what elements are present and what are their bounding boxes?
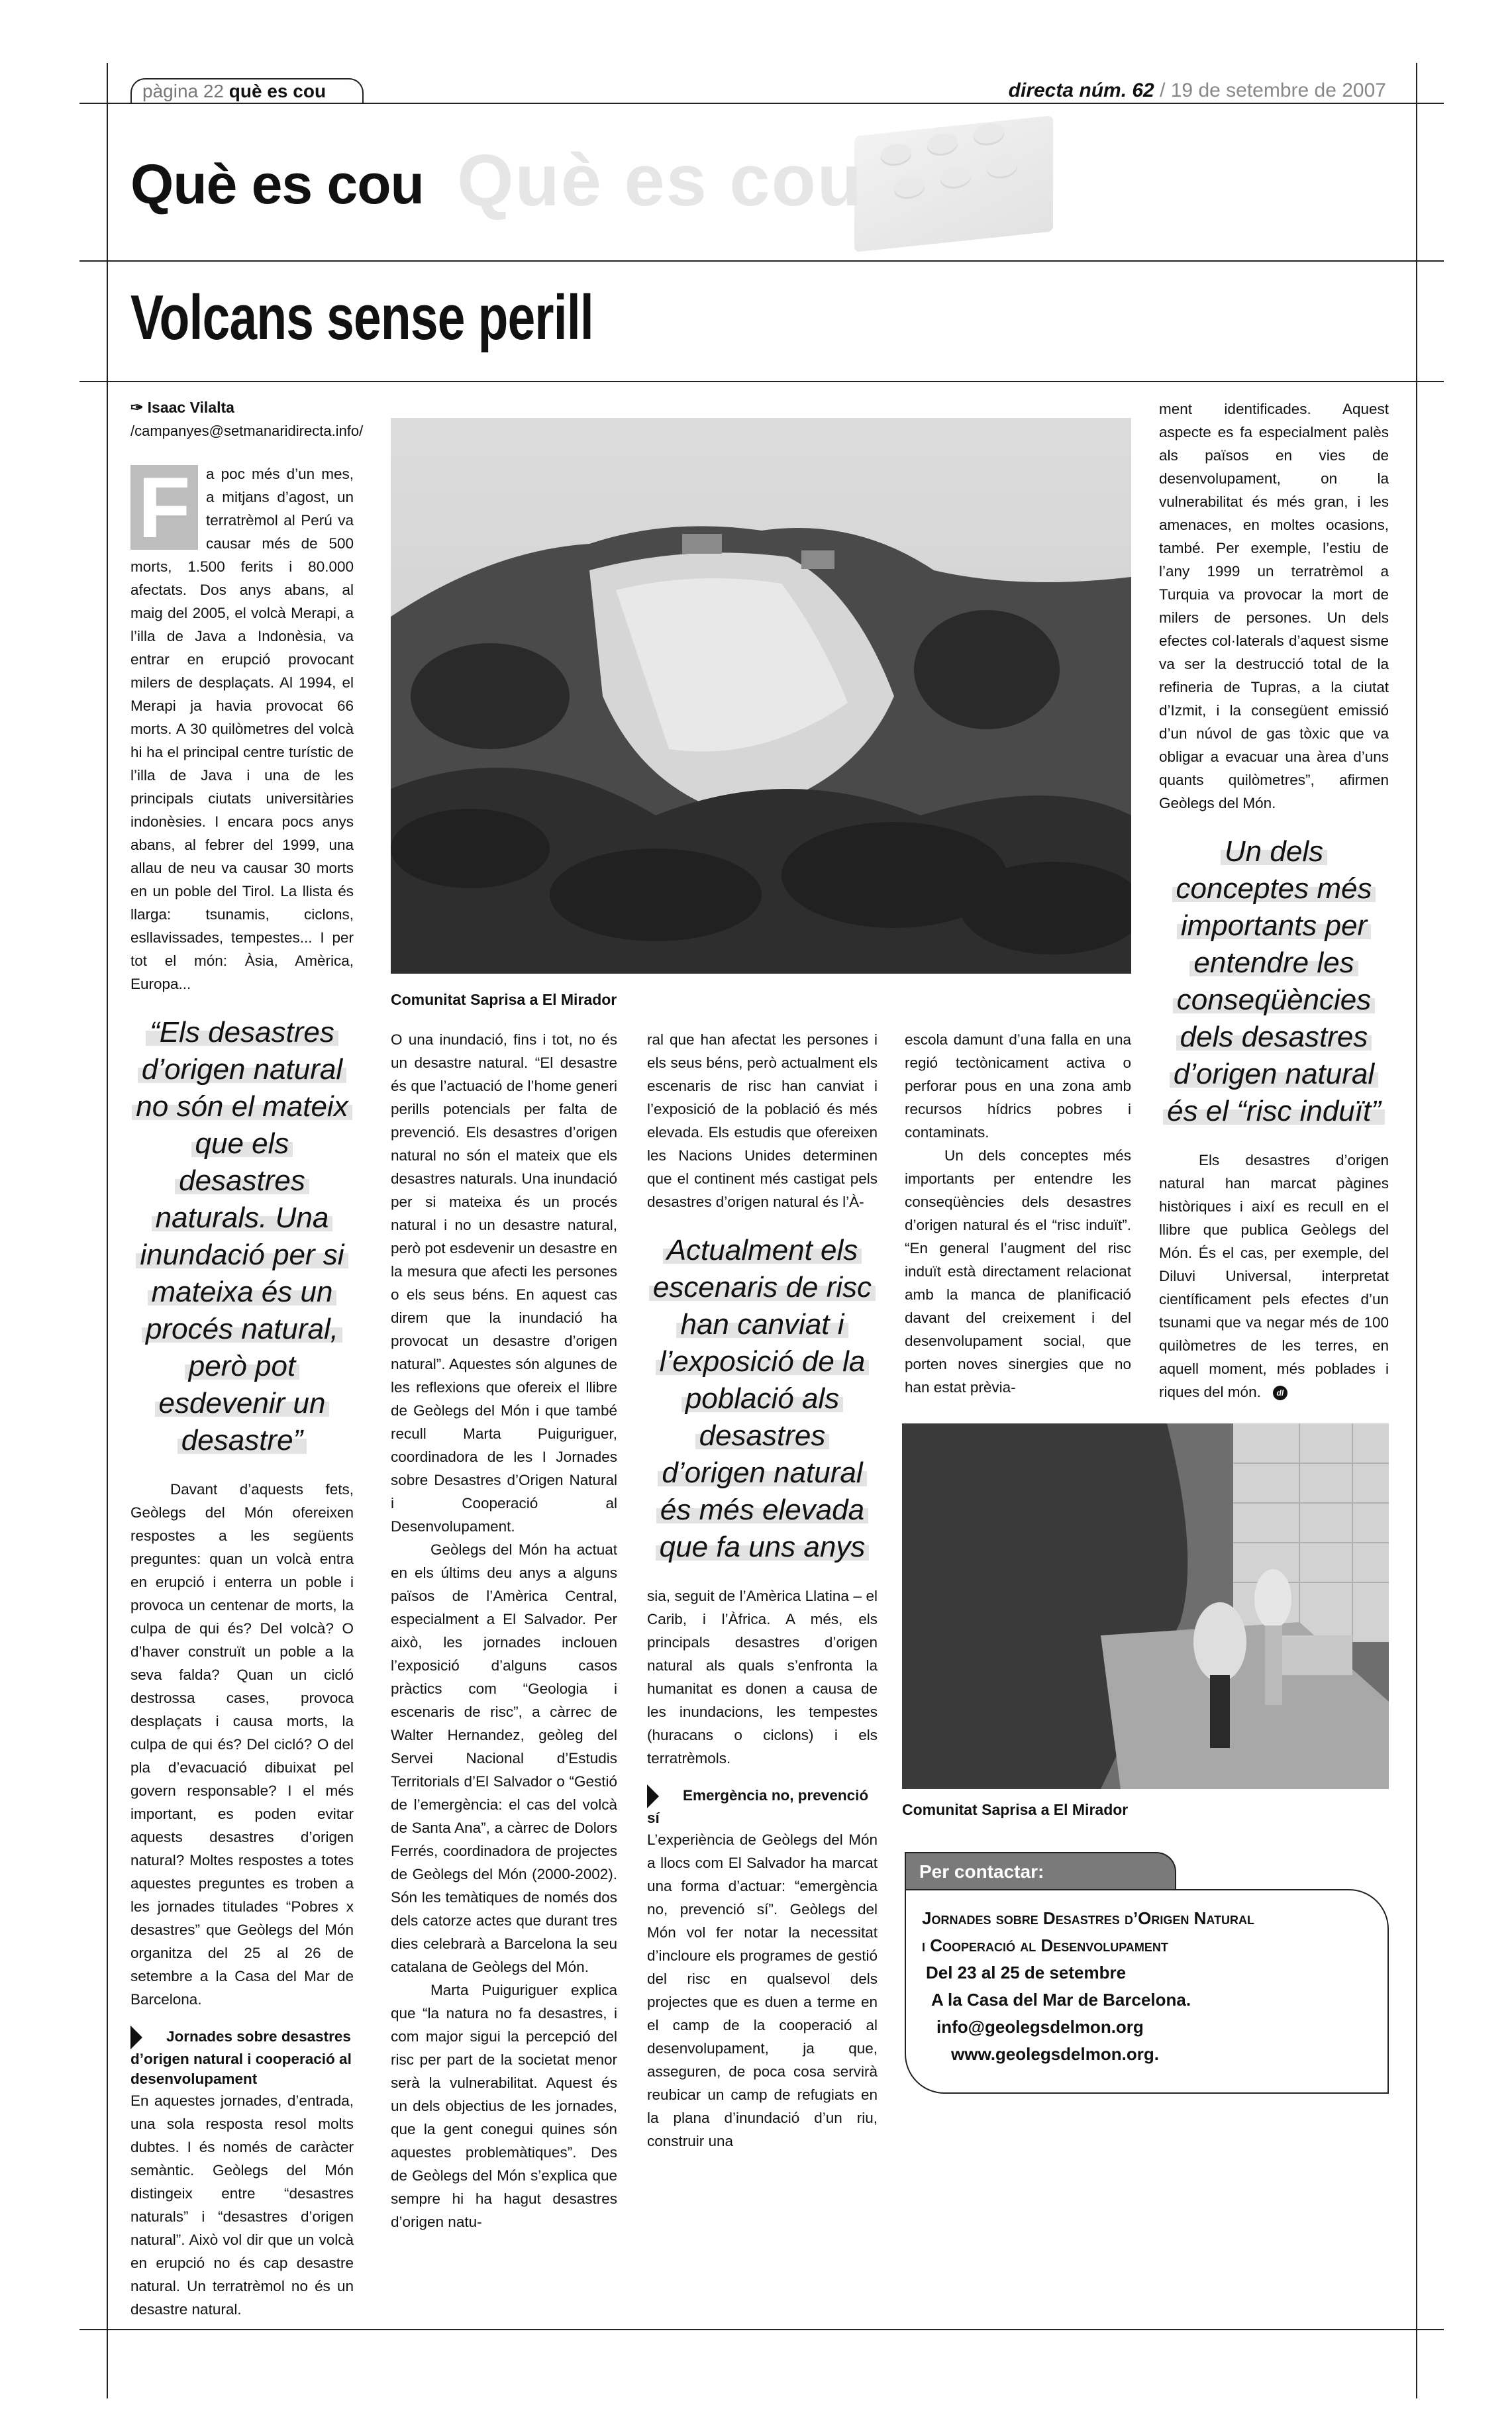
subheading-text: Emergència no, prevenció sí <box>647 1786 869 1826</box>
paragraph: Davant d’aquests fets, Geòlegs del Món ofereixen respostes a les següents preguntes: quan un volcà entra en erupció i enterra un poble i provoca un centenar de morts, la culpa de qui és? Del volcà? O d’haver construït un poble a la seva falda? Quan un cicló destrossa cases, provoca desplaçats i causa morts, la culpa de qui és? Del cicló? O del pla d’evacuació dibuixat pel govern responsable? I el més important, es poden evitar aquests desastres d’origen natural? Moltes respostes a totes aquestes preguntes es troben a les jornades titulades “Pobres x desastres” que Geòlegs del Món organitza del 25 al 26 de setembre a la Casa del Mar de Barcelona. <box>130 1481 354 2008</box>
section-ghost-title: Què es cou <box>457 140 863 221</box>
paragraph: sia, seguit de l’Amèrica Llatina – el Carib, i l’Àfrica. A més, els principals desastres d’origen natural als quals s’enfronta la humanitat es donen a causa de les inundacions, les tempestes (huracans o ciclons) i els terratrèmols. <box>647 1588 878 1767</box>
paragraph: ment identificades. Aquest aspecte es fa especialment palès als països en vies de desenvolupament, on la vulnerabilitat és més gran, i les amenaces, en moltes ocasions, també. Per exemple, l’estiu de l’any 1999 un terratrèmol a Turquia va provocar la mort de milers de persones. Un dels efectes col·laterals d’aquest sisme va ser la destrucció total de la refineria de Tupras, a la ciutat d’Izmit, i la consegüent emissió d’un núvol de gas tòxic que va obligar a evacuar una àrea d’uns quants quilòmetres”, afirmen Geòlegs del Món. <box>1159 401 1389 811</box>
footer-rule <box>79 2329 1444 2330</box>
event-name-line-2: i Cooperació al Desenvolupament <box>922 1935 1168 1955</box>
page-section-tab <box>130 78 364 103</box>
column-1 <box>130 396 364 2321</box>
column-3 <box>647 1028 878 2153</box>
paragraph: L’experiència de Geòlegs del Món a llocs com El Salvador ha marcat una forma d’actuar: “emergència no, prevenció sí”. Geòlegs del Món vol fer notar la necessitat d’incloure els programes de gestió del risc en qualsevol dels projectes que es duen a terme en el camp de la cooperació al desenvolupament, ja que, asseguren, de poca cosa servirà reubicar un camp de refugiats en la plana d’inundació d’un riu, construir una <box>647 1831 878 2149</box>
photo-hillside-landslide <box>391 418 1131 974</box>
subheading-text: Jornades sobre desastres d’origen natural i cooperació al desenvolupament <box>130 2028 352 2087</box>
photo-men-at-collapsed-wall <box>902 1423 1389 1789</box>
paragraph: Un dels conceptes més importants per entendre les conseqüències dels desastres d’origen natural és el “risc induït”. “En general l’augment del risc induït està directament relacionat amb la manca de planificació davant del creixement i del desenvolupament social, que porten noves sinergies que no han estat prèvia- <box>905 1147 1131 1396</box>
author-name: Isaac Vilalta <box>147 399 234 416</box>
contact-email-link[interactable]: info@geolegsdelmon.org <box>936 2017 1144 2037</box>
column-4 <box>905 1028 1131 1399</box>
paragraph: En aquestes jornades, d’entrada, una sola resposta resol molts dubtes. I és només de caràcter semàntic. Geòlegs del Món distingeix entre “desastres naturals” i “desastres d’origen natural”. Això vol dir que un volcà en erupció no és cap desastre natural. Un terratrèmol no és un desastre natural. <box>130 2092 354 2318</box>
headline-rule <box>79 381 1444 382</box>
end-of-article-icon: dl <box>1273 1386 1287 1400</box>
contact-website-link[interactable]: www.geolegsdelmon.org. <box>951 2044 1159 2064</box>
subheading <box>647 1770 878 1828</box>
paragraph: ral que han afectat les persones i els seus béns, però actualment els escenaris de risc han canviat i l’exposició de la població és més elevada. Els estudis que ofereixen les Nacions Unides determinen que el continent més castigat pels desastres d’origen natural és l’À- <box>647 1031 878 1210</box>
event-dates: Del 23 al 25 de setembre <box>926 1963 1127 1982</box>
photo-1-caption: Comunitat Saprisa a El Mirador <box>391 991 617 1008</box>
pull-quote-text: Un dels conceptes més importants per entendre les conseqüències dels desastres d’origen natural és el “risc induït” <box>1163 835 1385 1127</box>
issue-date: / 19 de setembre de 2007 <box>1160 79 1386 101</box>
drop-cap: F <box>130 465 198 550</box>
paragraph <box>1159 1149 1389 1404</box>
article-headline: Volcans sense perill <box>130 282 593 353</box>
pull-quote-1 <box>128 1014 356 1459</box>
paragraph: Marta Puiguriguer explica que “la natura no fa desastres, i com major sigui la percepció del risc per part de la societat menor serà la vulnerabilitat. Aquest és un dels objectius de les jornades, que la gent conegui quines són aquestes problemàtiques”. Des de Geòlegs del Món s’explica que sempre hi ha hagut desastres d’origen natu- <box>391 1982 617 2230</box>
paragraph-text: Els desastres d’origen natural han marcat pàgines històriques i així es recull en el llibre que publica Geòlegs del Món. És el cas, per exemple, del Diluvi Universal, interpretat científicament pels efectes d’un tsunami que va negar més de 100 quilòmetres de les terres, en aquell moment, més poblades i riques del món. <box>1159 1152 1389 1400</box>
event-venue: A la Casa del Mar de Barcelona. <box>931 1990 1191 2010</box>
pull-quote-text: Actualment els escenaris de risc han canviat i l’exposició de la població als desastres d’origen natural és més elevada que fa uns anys <box>649 1234 876 1563</box>
lego-brick-graphic <box>854 115 1053 252</box>
pull-quote-2 <box>644 1232 880 1566</box>
pull-quote-3 <box>1156 833 1391 1130</box>
column-2 <box>391 1028 617 2234</box>
byline <box>130 396 354 419</box>
arrow-icon <box>130 2026 142 2049</box>
frame-right-rule <box>1416 63 1417 2398</box>
contact-box <box>905 1852 1389 2094</box>
publication-name: directa núm. 62 <box>1008 79 1154 101</box>
event-name-line-1: Jornades sobre Desastres d’Origen Natural <box>922 1908 1255 1928</box>
section-title: Què es cou <box>130 153 424 215</box>
arrow-icon <box>647 1784 659 1808</box>
subheading <box>130 2011 354 2089</box>
pull-quote-text: “Els desastres d’origen natural no són el mateix que els desastres naturals. Una inundació per si mateixa és un procés natural, però pot esdevenir un desastre” <box>132 1016 352 1457</box>
contact-title: Per contactar: <box>905 1852 1176 1890</box>
paragraph: O una inundació, fins i tot, no és un desastre natural. “El desastre és que l’actuació de l’home generi perills potencials per falta de prevenció. Els desastres d’origen natural no són el mateix que els desastres naturals. Una inundació per si mateixa és un procés natural i no un desastre natural, però pot esdevenir un desastre en la mesura que afecti les persones o els seus béns. En aquest cas direm que la inundació ha provocat un desastre d’origen natural”. Aquestes són algunes de les reflexions que ofereix el llibre de Geòlegs del Món i que també recull Marta Puiguriguer, coordinadora de les I Jornades sobre Desastres d’Origen Natural i Cooperació al Desenvolupament. <box>391 1031 617 1535</box>
author-email[interactable]: /campanyes@setmanaridirecta.info/ <box>130 423 364 439</box>
section-label: què es cou <box>228 81 327 101</box>
issue-info <box>1009 78 1386 103</box>
page-number: pàgina 22 <box>142 81 225 101</box>
intro-paragraph: a poc més d’un mes, a mitjans d’agost, un terratrèmol al Perú va causar més de 500 morts, 1.500 ferits i 80.000 afectats. Dos anys abans, al maig del 2005, el volcà Merapi, a l’illa de Java a Indonèsia, va entrar en erupció provocant milers de desplaçats. Al 1994, el Merapi ja havia provocat 66 morts. A 30 quilòmetres del volcà hi ha el principal centre turístic de l’illa de Java i una de les principals ciutats universitàries indonèsies. I encara pocs anys abans, al febrer del 1999, una allau de neu va causar 30 morts en un poble del Tirol. La llista és llarga: tsunamis, ciclons, esllavissades, tempestes... I per tot el món: Àsia, Amèrica, Europa... <box>130 466 354 992</box>
paragraph: Geòlegs del Món ha actuat en els últims deu anys a alguns països de l’Amèrica Central, especialment a El Salvador. Per això, les jornades inclouen l’exposició d’alguns casos pràctics com “Geologia i escenaris de risc”, a càrrec de Walter Hernandez, geòleg del Servei Nacional d’Estudis Territorials d’El Salvador o “Gestió de l’emergència: el cas del volcà de Santa Ana”, a càrrec de Dolors Ferrés, coordinadora de projectes de Geòlegs del Món (2000-2002). Són les temàtiques de només dos dels catorze actes que durant tres dies celebrarà a Barcelona la seu catalana de Geòlegs del Món. <box>391 1541 617 1975</box>
photo-image <box>902 1423 1389 1789</box>
section-rule <box>79 260 1444 262</box>
photo-image <box>391 418 1131 974</box>
pen-icon: ✑ <box>130 399 148 416</box>
contact-details <box>905 1889 1389 2094</box>
photo-2-caption: Comunitat Saprisa a El Mirador <box>902 1801 1129 1818</box>
column-5 <box>1159 397 1389 1404</box>
paragraph: escola damunt d’una falla en una regió tectònicament activa o perforar pous en una zona amb recursos hídrics pobres i contaminats. <box>905 1031 1131 1141</box>
frame-left-rule <box>107 63 108 2398</box>
